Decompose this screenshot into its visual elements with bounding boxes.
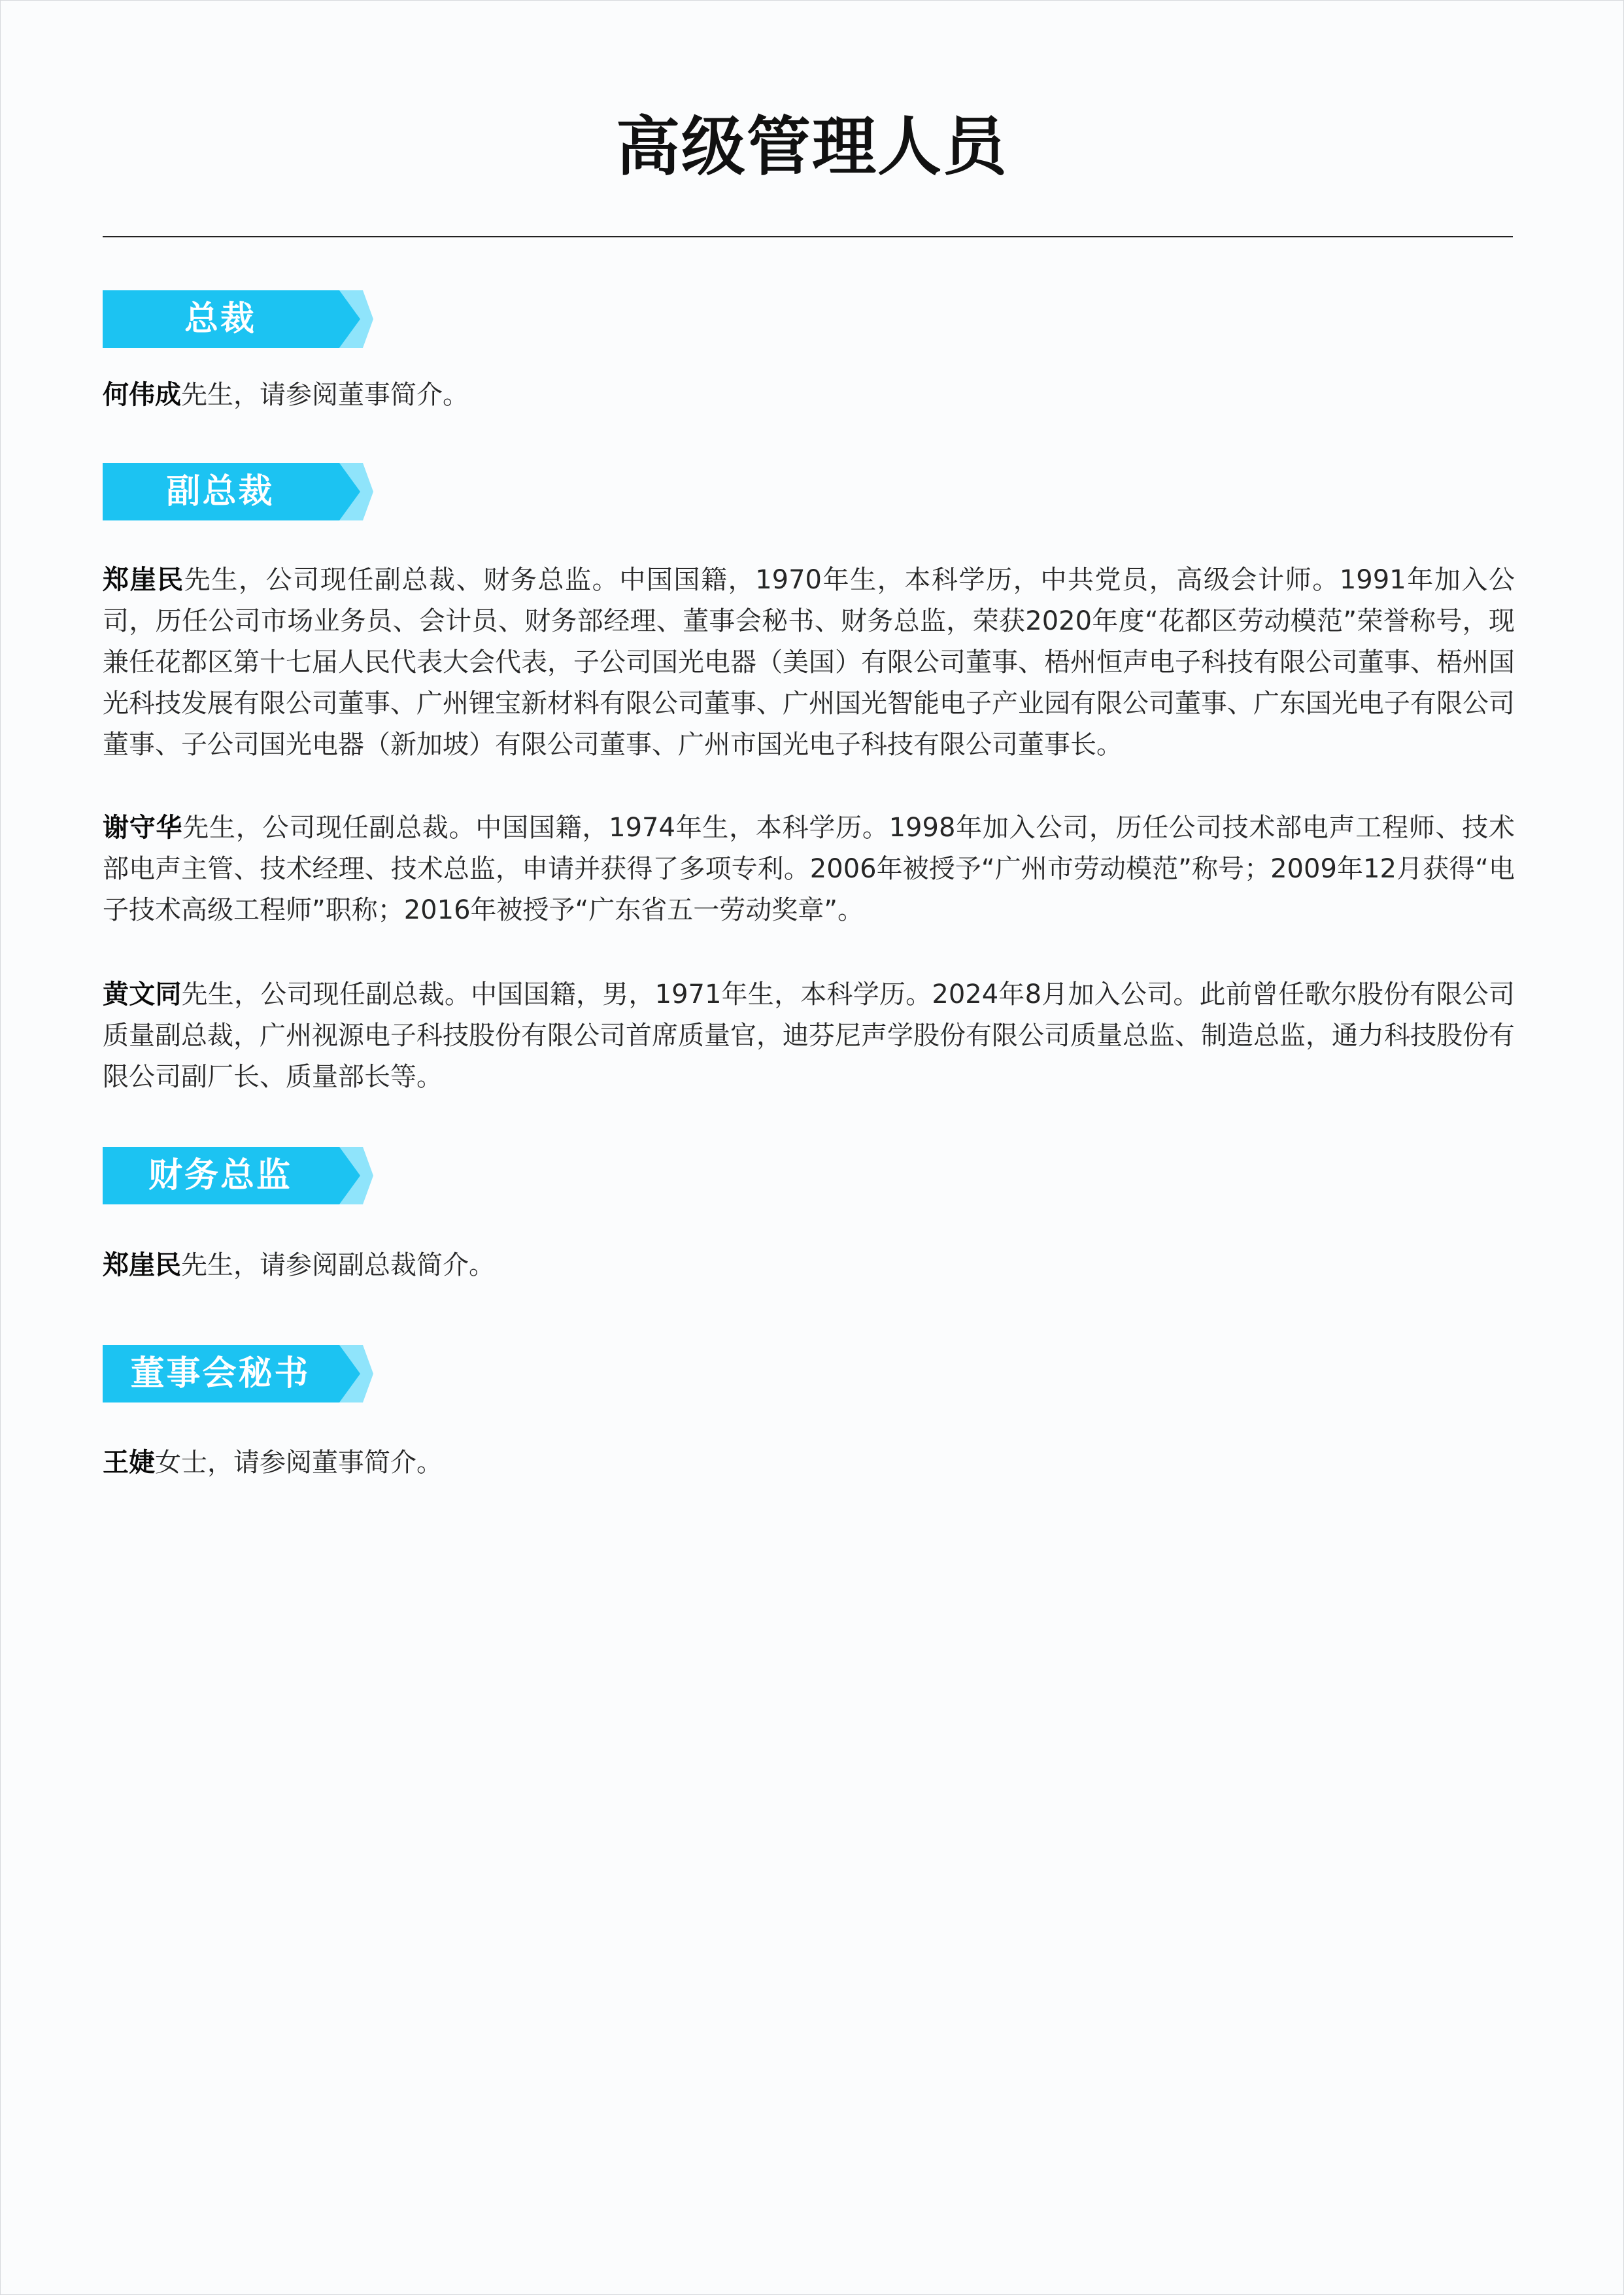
title-divider — [103, 236, 1513, 237]
bio-paragraph — [103, 974, 1515, 1098]
bio-text: 先生，公司现任副总裁。中国国籍，1974年生，本科学历。1998年加入公司，历任公司技术部电声工程师、技术部电声主管、技术经理、技术总监，申请并获得了多项专利。2006年被授予“广州市劳动模范”称号；2009年12月获得“电子技术高级工程师”职称；2016年被授予“广东省五一劳动奖章”。 — [103, 813, 1515, 925]
bio-text: 先生，公司现任副总裁。中国国籍，男，1971年生，本科学历。2024年8月加入公司。此前曾任歌尔股份有限公司质量副总裁，广州视源电子科技股份有限公司首席质量官，迪芬尼声学股份有限公司质量总监、制造总监，通力科技股份有限公司副厂长、质量部长等。 — [103, 979, 1515, 1092]
page-title: 高级管理人员 — [615, 110, 1008, 184]
section-tag-vice-president — [103, 463, 373, 520]
section-tag-president — [103, 290, 373, 348]
person-name: 何伟成 — [103, 380, 181, 410]
section-heading: 董事会秘书 — [130, 1354, 311, 1393]
bio-paragraph — [103, 808, 1515, 931]
bio-text: 先生，公司现任副总裁、财务总监。中国国籍，1970年生，本科学历，中共党员，高级会计师。1991年加入公司，历任公司市场业务员、会计员、财务部经理、董事会秘书、财务总监，荣获2020年度“花都区劳动模范”荣誉称号，现兼任花都区第十七届人民代表大会代表，子公司国光电器（美国）有限公司董事、梧州恒声电子科技有限公司董事、梧州国光科技发展有限公司董事、广州锂宝新材料有限公司董事、广州国光智能电子产业园有限公司董事、广东国光电子有限公司董事、子公司国光电器（新加坡）有限公司董事、广州市国光电子科技有限公司董事长。 — [103, 565, 1515, 760]
bio-paragraph — [103, 560, 1515, 766]
person-name: 王婕 — [103, 1448, 155, 1478]
bio-text: 女士，请参阅董事简介。 — [155, 1448, 443, 1478]
section-heading: 副总裁 — [166, 472, 275, 511]
section-heading: 总裁 — [184, 299, 256, 339]
bio-paragraph — [103, 1245, 1515, 1286]
person-name: 郑崖民 — [103, 1250, 181, 1280]
section-tag-cfo — [103, 1147, 373, 1204]
person-name: 郑崖民 — [103, 565, 184, 595]
section-tag-board-secretary — [103, 1345, 373, 1402]
bio-paragraph — [103, 375, 1515, 416]
person-name: 谢守华 — [103, 813, 183, 843]
bio-text: 先生，请参阅董事简介。 — [181, 380, 469, 410]
bio-text: 先生，请参阅副总裁简介。 — [181, 1250, 495, 1280]
bio-paragraph — [103, 1442, 1515, 1484]
person-name: 黄文同 — [103, 979, 182, 1010]
section-heading: 财务总监 — [148, 1156, 292, 1195]
